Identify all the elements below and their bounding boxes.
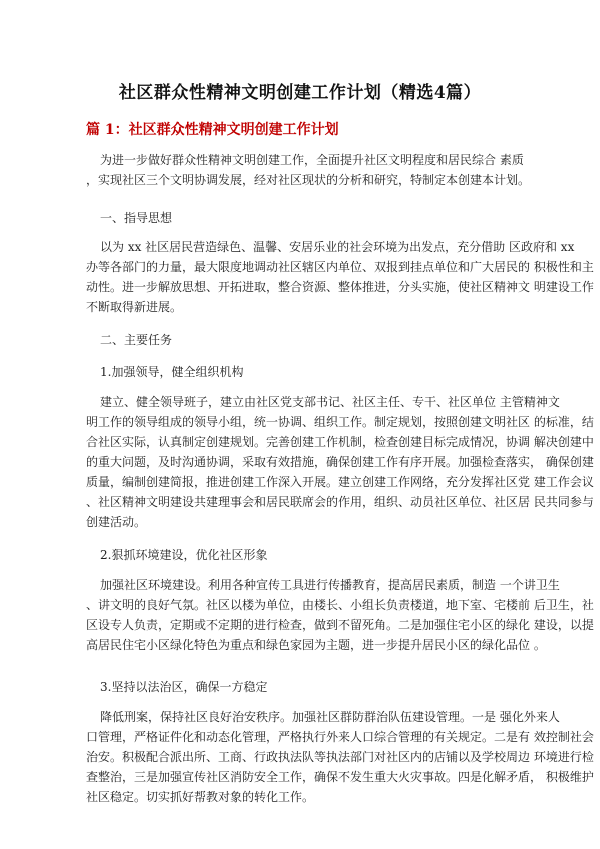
guiding-line: 办等各部门的力量，最大限度地调动社区辖区内单位、双报到挂点单位和广大居民的 积极性和主 — [86, 260, 594, 274]
task-1-title: 1.加强领导，健全组织机构 — [100, 365, 244, 379]
intro-line: ，实现社区三个文明协调发展，经对社区现状的分析和研究，特制定本创建本计划。 — [86, 173, 531, 187]
task-2-paragraph — [86, 575, 594, 655]
guiding-line: 以为 xx 社区居民营造绿色、温馨、安居乐业的社会环境为出发点，充分借助 区政府和 xx — [100, 240, 575, 254]
heading-guiding-ideology: 一、指导思想 — [100, 211, 173, 225]
intro-paragraph — [86, 150, 556, 190]
section-title: 篇 1：社区群众性精神文明创建工作计划 — [86, 122, 339, 138]
task-3-paragraph — [86, 707, 594, 807]
task-1-line: 质量，编制创建简报，推进创建工作深入开展。建立创建工作网络，充分发挥社区党 建工作会议 — [86, 475, 594, 489]
task-3-line: 治安。积极配合派出所、工商、行政执法队等执法部门对社区内的店铺以及学校周边 环境进行检 — [86, 750, 594, 764]
task-1-paragraph — [86, 392, 594, 532]
task-2-line: 高居民住宅小区绿化特色为重点和绿色家园为主题，进一步提升居民小区的绿化品位 。 — [86, 638, 546, 652]
task-3-line: 降低刑案，保持社区良好治安秩序。加强社区群防群治队伍建设管理。一是 强化外来人 — [100, 710, 560, 724]
task-3-title: 3.坚持以法治区，确保一方稳定 — [100, 680, 268, 694]
guiding-paragraph — [86, 237, 594, 317]
task-2-line: 区设专人负责，定期或不定期的进行检查，做到不留死角。二是加强住宅小区的绿化 建设，以提 — [86, 618, 594, 632]
guiding-line: 不断取得新进展。 — [86, 300, 183, 314]
task-1-line: 明工作的领导组成的领导小组，统一协调、组织工作。制定规划，按照创建文明社区 的标准，结 — [86, 415, 594, 429]
task-2-line: 加强社区环境建设。利用各种宣传工具进行传播教育，提高居民素质，制造 一个讲卫生 — [100, 578, 560, 592]
task-1-line: 合社区实际，认真制定创建规划。完善创建工作机制，检查创建目标完成情况，协调 解决创建中 — [86, 435, 594, 449]
task-3-line: 口管理，严格证件化和动态化管理，严格执行外来人口综合管理的有关规定。二是有 效控制社会 — [86, 730, 594, 744]
task-2-title: 2.狠抓环境建设，优化社区形象 — [100, 548, 268, 562]
task-3-line: 查整治，三是加强宣传社区消防安全工作，确保不发生重大火灾事故。四是化解矛盾， 积极维护 — [86, 770, 594, 784]
task-1-line: 的重大问题，及时沟通协调，采取有效措施，确保创建工作有序开展。加强检查落实， 确保创建 — [86, 455, 594, 469]
task-1-line: 、社区精神文明建设共建理事会和居民联席会的作用，组织、动员社区单位、社区居 民共同参与 — [86, 495, 594, 509]
task-1-line: 创建活动。 — [86, 515, 147, 529]
heading-main-tasks: 二、主要任务 — [100, 333, 173, 347]
intro-line: 为进一步做好群众性精神文明创建工作，全面提升社区文明程度和居民综合 素质 — [100, 153, 524, 167]
task-1-line: 建立、健全领导班子，建立由社区党支部书记、社区主任、专干、社区单位 主管精神文 — [100, 395, 560, 409]
task-3-line: 社区稳定。切实抓好帮教对象的转化工作。 — [86, 790, 315, 804]
guiding-line: 动性。进一步解放思想、开拓进取，整合资源、整体推进，分头实施，使社区精神文 明建设工作 — [86, 280, 594, 294]
task-2-line: 、讲文明的良好气氛。社区以楼为单位，由楼长、小组长负责楼道，地下室、宅楼前 后卫生，社 — [86, 598, 594, 612]
document-title: 社区群众性精神文明创建工作计划（精选4篇） — [118, 83, 482, 103]
